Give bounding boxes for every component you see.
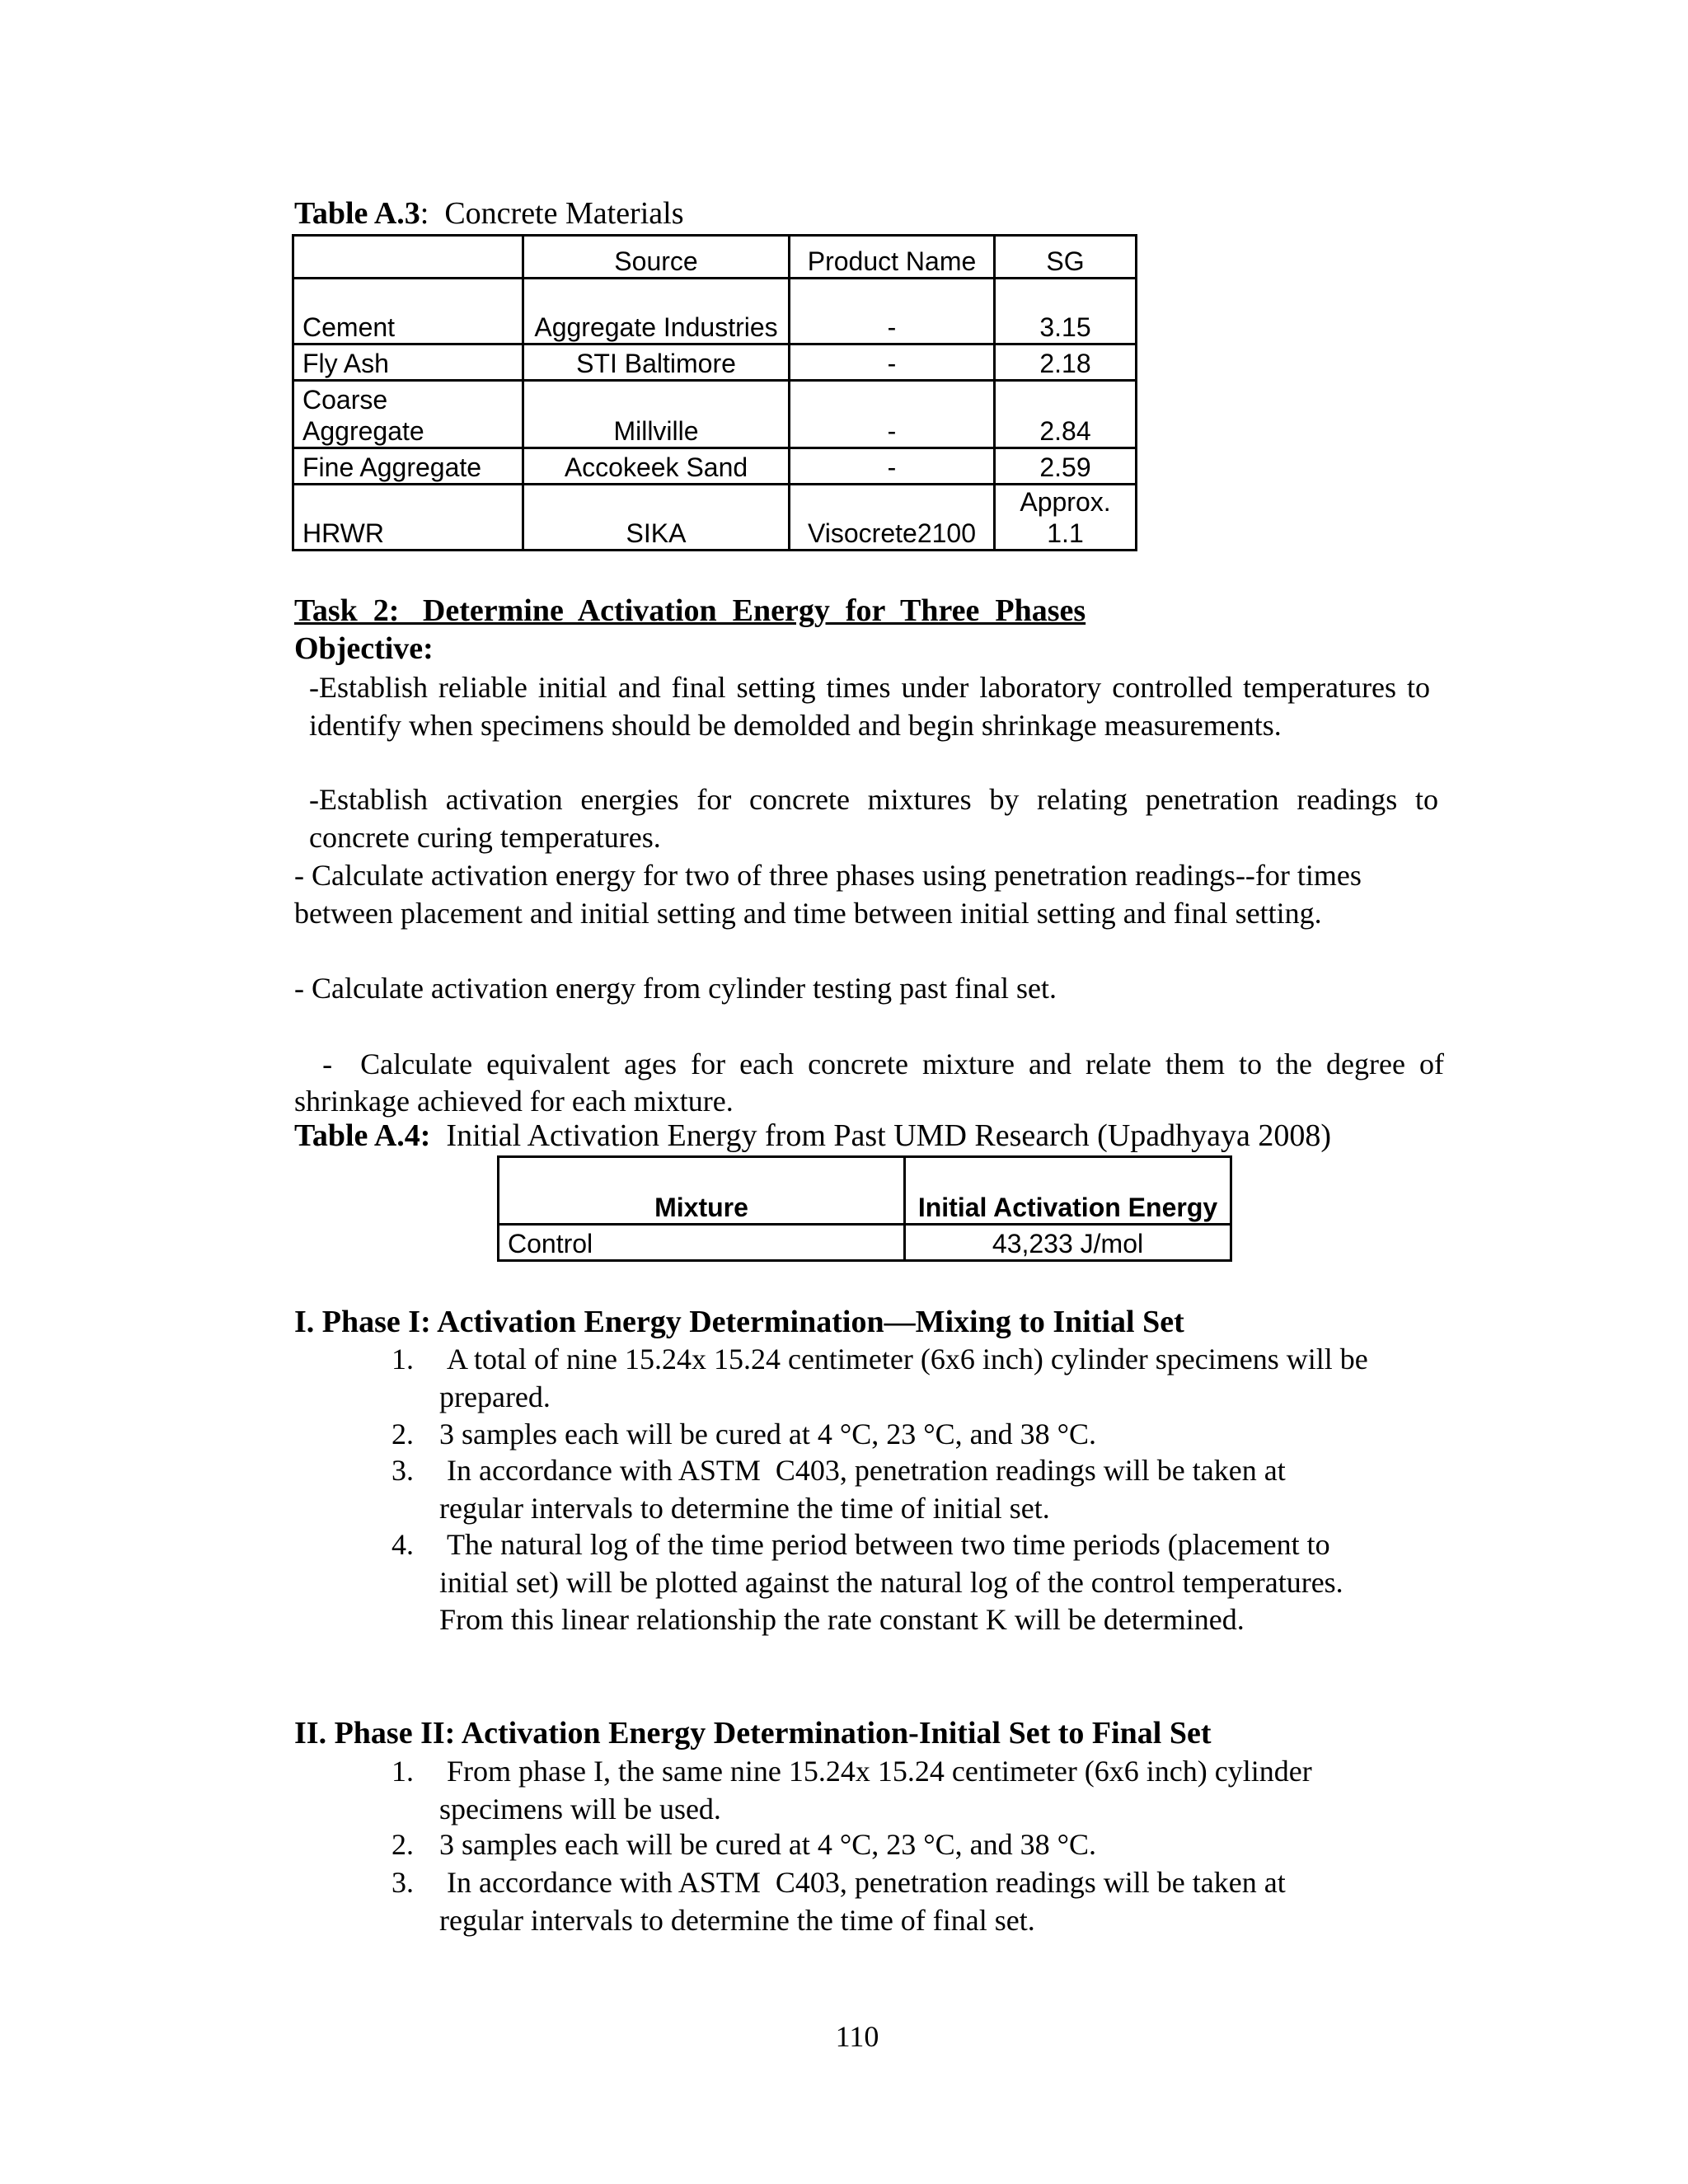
table-cell: Approx. 1.1 — [995, 485, 1137, 551]
list-item-number: 3. — [392, 1454, 414, 1487]
table-row — [293, 448, 1137, 485]
table-cell: Accokeek Sand — [523, 448, 790, 485]
list-item-text: A total of nine 15.24x 15.24 centimeter (6x6 inch) cylinder specimens will be prepared. — [439, 1343, 1376, 1413]
table-cell: Millville — [523, 381, 790, 448]
table-cell: Control — [499, 1225, 905, 1261]
objective-item-text: - Calculate activation energy for two of three phases using penetration readings--for times between placement and initial setting and time between initial setting and final setting. — [294, 859, 1362, 930]
table-a3-caption-text: : Concrete Materials — [420, 196, 684, 231]
table-header-cell: Initial Activation Energy — [905, 1157, 1231, 1225]
list-item — [392, 1416, 1414, 1454]
table-row — [499, 1157, 1231, 1225]
list-item-number: 2. — [392, 1828, 414, 1861]
table-cell: Aggregate Industries — [523, 279, 790, 344]
table-cell: Fine Aggregate — [293, 448, 523, 485]
table-cell: 43,233 J/mol — [905, 1225, 1231, 1261]
list-item — [392, 1826, 1414, 1864]
objective-label: Objective: — [294, 631, 434, 666]
list-item-text: In accordance with ASTM C403, penetration readings will be taken at regular intervals to determine the time of final set. — [439, 1866, 1293, 1937]
table-cell: HRWR — [293, 485, 523, 551]
table-a4-caption-text: Initial Activation Energy from Past UMD Research (Upadhyaya 2008) — [430, 1118, 1332, 1153]
table-cell: Visocrete2100 — [790, 485, 995, 551]
objective-item-text: -Establish activation energies for concrete mixtures by relating penetration readings to concrete curing temperatures. — [309, 783, 1438, 854]
table-cell: 2.84 — [995, 381, 1137, 448]
table-cell: SIKA — [523, 485, 790, 551]
table-cell: Fly Ash — [293, 344, 523, 381]
list-item-text: 3 samples each will be cured at 4 °C, 23 °C, and 38 °C. — [439, 1828, 1097, 1861]
table-header-cell: Product Name — [790, 236, 995, 279]
list-item — [392, 1753, 1414, 1829]
table-a4-caption — [294, 1117, 1331, 1155]
list-item-number: 2. — [392, 1418, 414, 1451]
list-item-text: In accordance with ASTM C403, penetration readings will be taken at regular intervals to determine the time of initial set. — [439, 1454, 1293, 1525]
objective-item-text: - Calculate equivalent ages for each concrete mixture and relate them to the degree of shrinkage achieved for each mixture. — [294, 1047, 1452, 1118]
list-item-text: The natural log of the time period between two time periods (placement to initial set) will be plotted against the natural log of the control temperatures. From this linear relationship the rate constant K will be determined. — [439, 1528, 1358, 1636]
list-item-text: From phase I, the same nine 15.24x 15.24 centimeter (6x6 inch) cylinder specimens will be used. — [439, 1755, 1320, 1825]
table-a3 — [292, 234, 1137, 551]
table-cell: - — [790, 279, 995, 344]
table-header-cell: Mixture — [499, 1157, 905, 1225]
table-a3-caption-label: Table A.3 — [294, 196, 420, 231]
table-cell: Coarse Aggregate — [293, 381, 523, 448]
table-row — [293, 344, 1137, 381]
table-row — [293, 381, 1137, 448]
table-header-cell — [293, 236, 523, 279]
list-item — [392, 1341, 1414, 1417]
list-item — [392, 1452, 1414, 1528]
list-item-number: 4. — [392, 1528, 414, 1561]
list-item-text: 3 samples each will be cured at 4 °C, 23 °C, and 38 °C. — [439, 1418, 1097, 1451]
table-cell: - — [790, 344, 995, 381]
objective-item-text: -Establish reliable initial and final setting times under laboratory controlled temperatures to identify when specimens should be demolded and begin shrinkage measurements. — [309, 671, 1430, 742]
phase1-title: I. Phase I: Activation Energy Determination—Mixing to Initial Set — [294, 1305, 1184, 1339]
table-cell: 2.59 — [995, 448, 1137, 485]
list-item — [392, 1526, 1414, 1678]
table-cell: 2.18 — [995, 344, 1137, 381]
objective-item — [294, 1008, 1452, 1121]
table-a4 — [497, 1155, 1232, 1262]
table-a4-caption-label: Table A.4: — [294, 1118, 431, 1153]
table-row — [293, 279, 1137, 344]
table-cell: - — [790, 448, 995, 485]
objective-item-text: - Calculate activation energy from cylinder testing past final set. — [294, 972, 1057, 1005]
table-cell: - — [790, 381, 995, 448]
table-a3-caption — [294, 194, 683, 232]
table-header-cell: SG — [995, 236, 1137, 279]
table-header-cell: Source — [523, 236, 790, 279]
table-row — [499, 1225, 1231, 1261]
table-row — [293, 485, 1137, 551]
list-item — [392, 1864, 1414, 1940]
table-cell: 3.15 — [995, 279, 1137, 344]
list-item-number: 1. — [392, 1755, 414, 1788]
task2-title: Task 2: Determine Activation Energy for Three Phases — [294, 593, 1086, 628]
list-item-number: 1. — [392, 1343, 414, 1376]
objective-item — [294, 970, 1448, 1008]
list-item-number: 3. — [392, 1866, 414, 1899]
objective-item — [309, 781, 1438, 856]
objective-item — [309, 669, 1430, 744]
table-row — [293, 236, 1137, 279]
phase2-title: II. Phase II: Activation Energy Determination-Initial Set to Final Set — [294, 1716, 1212, 1750]
table-cell: Cement — [293, 279, 523, 344]
page-number: 110 — [835, 2020, 879, 2053]
table-cell: STI Baltimore — [523, 344, 790, 381]
objective-item — [294, 857, 1382, 932]
